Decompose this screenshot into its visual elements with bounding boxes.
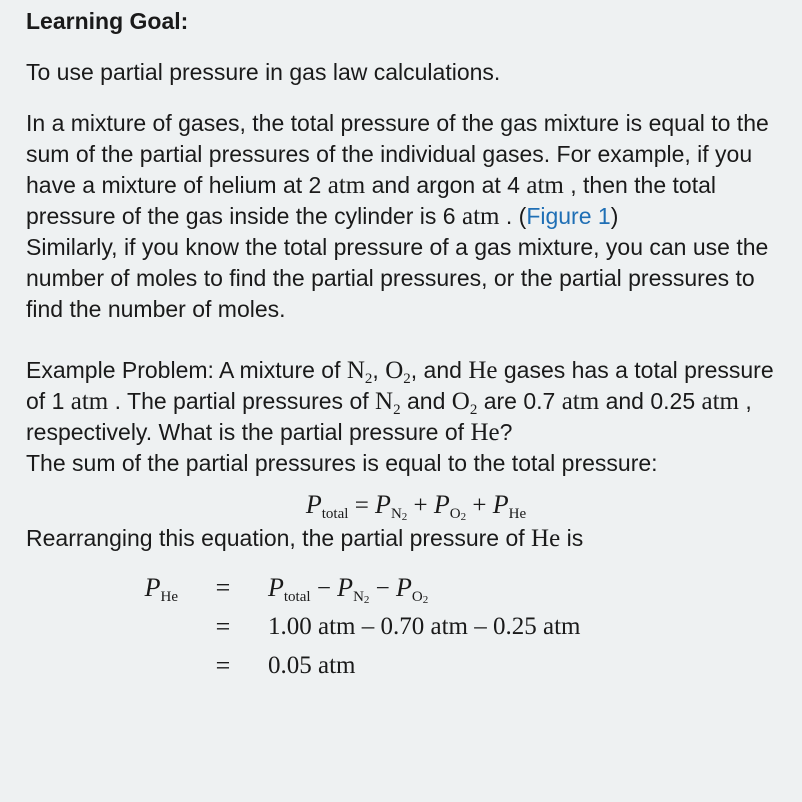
formula-he: He (531, 525, 561, 552)
example-text: , (372, 357, 386, 383)
similarly-paragraph: Similarly, if you know the total pressure of a gas mixture, you can use the number of moles to find the partial pressures, or the partial pressures to find the number of moles. (26, 234, 769, 322)
solution-line-2: = 1.00 atm – 0.70 atm – 0.25 atm (215, 612, 581, 641)
intro-text: ) (610, 203, 619, 229)
formula-n2: $N_2$ (346, 357, 373, 387)
example-problem (26, 355, 782, 448)
unit-atm: atm (461, 203, 500, 230)
solution-line-1: $P_{He}$ = $P_{total} - P_{N2} - P_{O2}$ (144, 572, 429, 606)
rearranging-text: Rearranging this equation, the partial pressure of He is (26, 525, 584, 552)
solution-aligned-equations (118, 568, 782, 685)
example-text: , respectively. What is the partial pressure of (26, 388, 752, 445)
unit-atm: atm (701, 388, 740, 415)
formula-he: He (468, 357, 498, 384)
solution-line-3: = 0.05 atm (215, 651, 356, 680)
learning-goal-heading: Learning Goal: (26, 8, 189, 34)
intro-paragraph (26, 108, 782, 232)
formula-he: He (470, 419, 500, 446)
sum-statement: The sum of the partial pressures is equal to the total pressure: (26, 450, 658, 476)
unit-atm: atm (70, 388, 109, 415)
intro-text: . ( (499, 203, 527, 229)
intro-text: and argon at 4 (365, 172, 527, 198)
total-pressure-equation: $P_{total} = P_{N2} + P_{O2} + P_{He}$ (305, 490, 527, 523)
example-text: . The partial pressures of (108, 388, 376, 414)
example-text: are 0.7 (477, 388, 562, 414)
example-text: Example Problem: A mixture of (26, 357, 347, 383)
formula-o2: $O_2$ (385, 357, 411, 387)
unit-atm: atm (327, 172, 366, 199)
intro-text: In a mixture of gases, the total pressure of the gas mixture is equal to the sum of the partial pressures of the individual gases. For example, if you have a mixture of helium at 2 (26, 110, 769, 198)
intro-text: , then the total pressure of the gas inside the cylinder is 6 (26, 172, 717, 229)
learning-goal-text: To use partial pressure in gas law calculations. (26, 59, 501, 85)
example-text: , and (410, 357, 469, 383)
formula-o2: $O_2$ (451, 388, 478, 418)
formula-n2: $N_2$ (375, 388, 401, 418)
example-text: ? (499, 419, 513, 445)
example-text: and 0.25 (599, 388, 702, 414)
unit-atm: atm (561, 388, 600, 415)
figure-1-link[interactable]: Figure 1 (526, 203, 611, 229)
example-text: gases has a total pressure of 1 (26, 357, 774, 414)
unit-atm: atm (526, 172, 564, 199)
example-text: and (400, 388, 452, 414)
